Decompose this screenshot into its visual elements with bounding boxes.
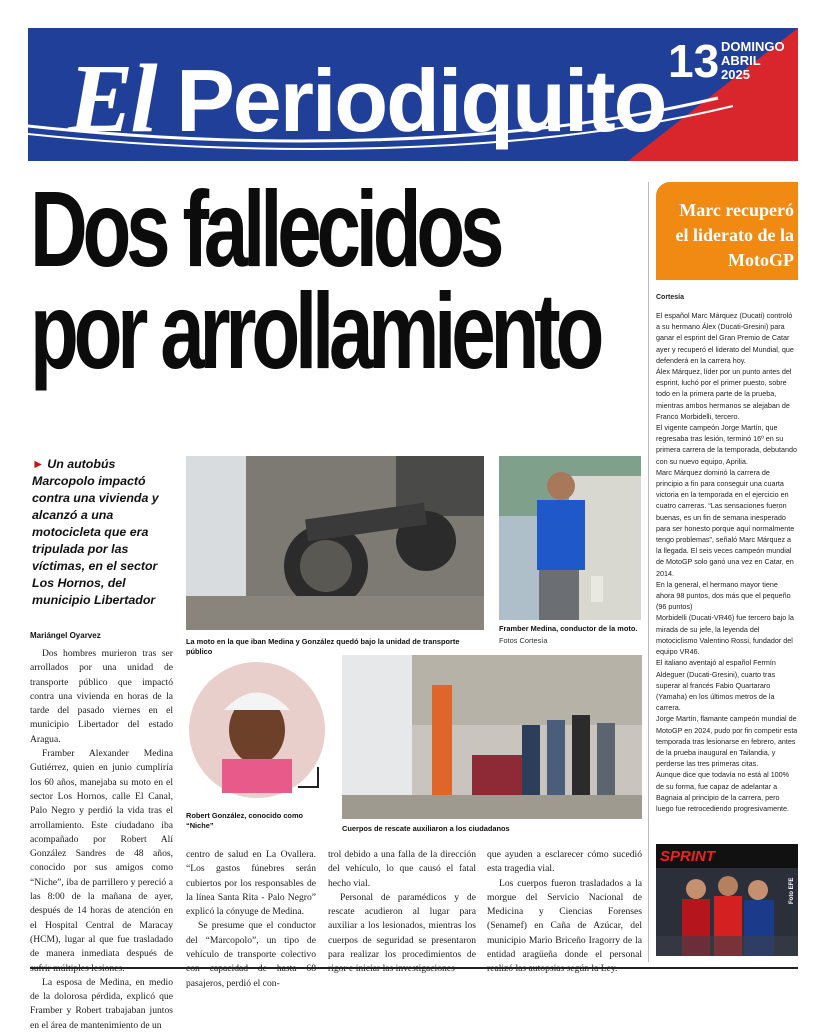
arrow-right-icon: ► bbox=[32, 457, 45, 471]
story-column-2 bbox=[186, 848, 316, 991]
story-column-1 bbox=[30, 647, 173, 1033]
sidebar-title: Marc recuperó el liderato de la MotoGP bbox=[675, 200, 794, 270]
newspaper-logo bbox=[68, 45, 666, 153]
robert-photo-caption: Robert González, conocido como “Niche” bbox=[186, 811, 304, 830]
byline: Mariángel Oyarvez bbox=[30, 631, 101, 640]
moto-photo-caption: La moto en la que iban Medina y González quedó bajo la unidad de transporte público bbox=[186, 637, 460, 656]
headline-line-2: por arrollamiento bbox=[30, 270, 600, 391]
story-paragraph: Personal de paramédicos y de rescate acudieron al lugar para auxiliar a los lesionados, mientras los cuerpos de seguridad se presentaron para realizar los procedimientos de bbox=[328, 891, 476, 961]
logo-el: El bbox=[68, 45, 177, 153]
story-paragraph: Se presume que el conductor del “Marcopolo”, un tipo de vehículo de transporte colectivo pasajeros, perdió el con- bbox=[186, 920, 316, 989]
sidebar-article bbox=[656, 310, 798, 814]
story-paragraph: que ayuden a esclarecer cómo sucedió esta tragedia vial. bbox=[487, 849, 642, 875]
rescue-scene-photo bbox=[342, 655, 642, 819]
main-headline bbox=[30, 168, 600, 391]
issue-day: 13 bbox=[668, 35, 720, 87]
sidebar-paragraph: Marc Márquez dominó la carrera de principio a fin para conseguir una cuarta victoria en la temporada en el ejercicio en cuatro carreras. “Las sensaciones fueron buenas, es un fin de semana inesperado para ser honesto porque aquí normalmente tengo problemas”, señaló Marc Márquez a la llegada. El seis veces campeón mundial de MotoGP solo ganó una vez en Catar, en 2014. bbox=[656, 467, 795, 578]
robert-gonzalez-photo bbox=[186, 655, 328, 805]
sidebar-paragraph: En la general, el hermano mayor tiene ahora 98 puntos, dos más que el pequeño (96 puntos) bbox=[656, 579, 791, 612]
sidebar-paragraph: Morbidelli (Ducati-VR46) fue tercero bajo la mirada de su jefe, la leyenda del motociclismo Valentino Rossi, fundador del equipo VR46. bbox=[656, 613, 794, 657]
article-deck bbox=[32, 456, 180, 609]
deck-text: Un autobús Marcopolo impactó contra una vivienda y alcanzó a una motocicleta que era tripulada por las víctimas, en el sector Los Hornos, del municipio Libertador bbox=[32, 457, 159, 607]
story-paragraph: centro de salud en La Ovallera. “Los gastos fúnebres serán cubiertos por los responsables de la línea Santa Rita - Palo Negro” explicó la cónyuge de Medina. bbox=[186, 849, 316, 918]
issue-weekday: DOMINGO bbox=[721, 39, 785, 54]
framber-medina-photo bbox=[499, 456, 641, 620]
sidebar-paragraph: El español Marc Márquez (Ducati) controló a su hermano Álex (Ducati-Gresini) para ganar el esprint del Gran Premio de Catar ayer y recuperó el liderato del Mundial, que defenderá en la carrera hoy. bbox=[656, 311, 794, 365]
photo-credit: Fotos Cortesía bbox=[499, 636, 548, 645]
svg-text:SPRINT: SPRINT bbox=[660, 848, 716, 865]
story-column-3 bbox=[328, 848, 476, 977]
sidebar-paragraph: El italiano aventajó al español Fermín Aldeguer (Ducati-Gresini), cuarto tras superar al francés Fabio Quartararo (Yamaha) en los últimos metros de la carrera. bbox=[656, 658, 776, 713]
story-paragraph: Dos hombres murieron tras ser arrollados por una unidad de transporte público que impactó contra una vivienda en horas de la tarde del pasado viernes en el municipio Libertador del estado Aragua. bbox=[30, 648, 173, 745]
motogp-photo-credit: Foto EFE bbox=[789, 877, 795, 904]
sidebar-paragraph: El vigente campeón Jorge Martín, que regresaba tras lesión, terminó 16º en su primera carrera de la temporada, debutando con su nuevo equipo, Aprilia. bbox=[656, 423, 798, 466]
sidebar-paragraph: Álex Márquez, líder por un punto antes del esprint, luchó por el primer puesto, sobre todo en la primera parte de la prueba, mientras ambos hermanos se alejaban de Franco Morbidelli, tercero. bbox=[656, 367, 792, 421]
bottom-divider bbox=[30, 967, 798, 969]
motogp-podium-photo bbox=[656, 844, 798, 956]
framber-photo-caption: Framber Medina, conductor de la moto. bbox=[499, 624, 638, 633]
headline-line-1: Dos fallecidos bbox=[30, 168, 500, 289]
sidebar-divider bbox=[648, 182, 649, 962]
story-column-4 bbox=[487, 848, 642, 977]
sidebar-photo-credit: Cortesía bbox=[656, 294, 685, 301]
story-paragraph: Los cuerpos fueron trasladados a la morgue del Servicio Nacional de Medicina y Ciencias Forenses (Senamef) en Caña de Azúcar, del municipio Mario Briceño Iragorry de la entidad aragüeña donde el personal bbox=[487, 877, 642, 961]
motorcycle-crash-photo bbox=[186, 456, 484, 630]
masthead bbox=[28, 28, 798, 161]
story-paragraph: trol debido a una falla de la dirección del vehículo, lo que causó el fatal hecho vial. bbox=[328, 849, 476, 889]
issue-month: ABRIL bbox=[721, 53, 761, 68]
rescue-photo-caption: Cuerpos de rescate auxiliaron a los ciudadanos bbox=[342, 824, 510, 833]
logo-periodiquito: Periodiquito bbox=[176, 51, 666, 150]
issue-year: 2025 bbox=[721, 67, 750, 82]
sidebar-paragraph: Aunque dice que todavía no está al 100% de su forma, fue capaz de adelantar a Bagnaia al principio de la carrera, pero luego fue retrocediendo progresivamente. bbox=[656, 770, 790, 813]
story-paragraph: Framber Alexander Medina Gutiérrez, quien en junio cumpliría los 60 años, manejaba su moto en el sector Los Hornos, calle El Canal, Palo Negro y perdió la vida tras el arrollamiento. Este ciudadano iba acompañado por Robert Alí González Sandres de 48 años, conocido por sus amigos como “Niche”, iba de parrillero y pereció a las 8:00 de la mañana de ayer, después de 14 horas de atención en el Hospital Central de Maracay (HCM), lugar al que fue trasladado de manera inmediata después de bbox=[30, 748, 173, 960]
story-paragraph: La esposa de Medina, en medio de la dolorosa pérdida, explicó que Framber y Robert trabajaban juntos en el área de mantenimiento de un bbox=[30, 976, 173, 1031]
sidebar-paragraph: Jorge Martín, flamante campeón mundial de MotoGP en 2024, pudo por fin competir esta temporada tras lesionarse en febrero, antes de la prueba inaugural en Tailandia, y perderse las tres primeras citas. bbox=[656, 714, 798, 769]
